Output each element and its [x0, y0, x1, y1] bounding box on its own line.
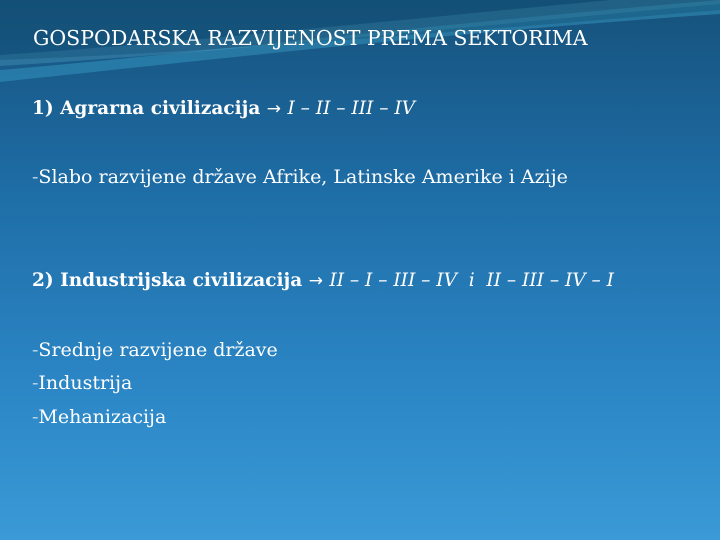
section-1-bullet	[32, 166, 568, 188]
section-2-sequence: II – I – III – IV i II – III – IV – I	[329, 270, 614, 291]
bullet-marker: -	[32, 339, 39, 361]
right-arrow-icon: →	[266, 99, 282, 119]
bullet-marker: -	[32, 372, 39, 394]
bullet-marker: -	[32, 166, 39, 188]
section-2-bullet	[32, 406, 166, 428]
bullet-text: Mehanizacija	[38, 406, 167, 428]
section-2-label: 2) Industrijska civilizacija	[32, 270, 303, 291]
bullet-marker: -	[32, 406, 39, 428]
section-2-bullet	[32, 339, 278, 361]
section-2-heading	[32, 270, 614, 291]
right-arrow-icon: →	[308, 271, 323, 291]
section-1-sequence: I – II – III – IV	[287, 98, 416, 119]
bullet-text: Srednje razvijene države	[38, 339, 278, 361]
section-2-bullet	[32, 372, 132, 394]
section-1-heading	[32, 98, 415, 119]
bullet-text: Slabo razvijene države Afrike, Latinske Amerike i Azije	[38, 166, 568, 188]
section-1-label: 1) Agrarna civilizacija	[32, 98, 261, 119]
slide-title: GOSPODARSKA RAZVIJENOST PREMA SEKTORIMA	[33, 26, 588, 50]
bullet-text: Industrija	[38, 372, 133, 394]
